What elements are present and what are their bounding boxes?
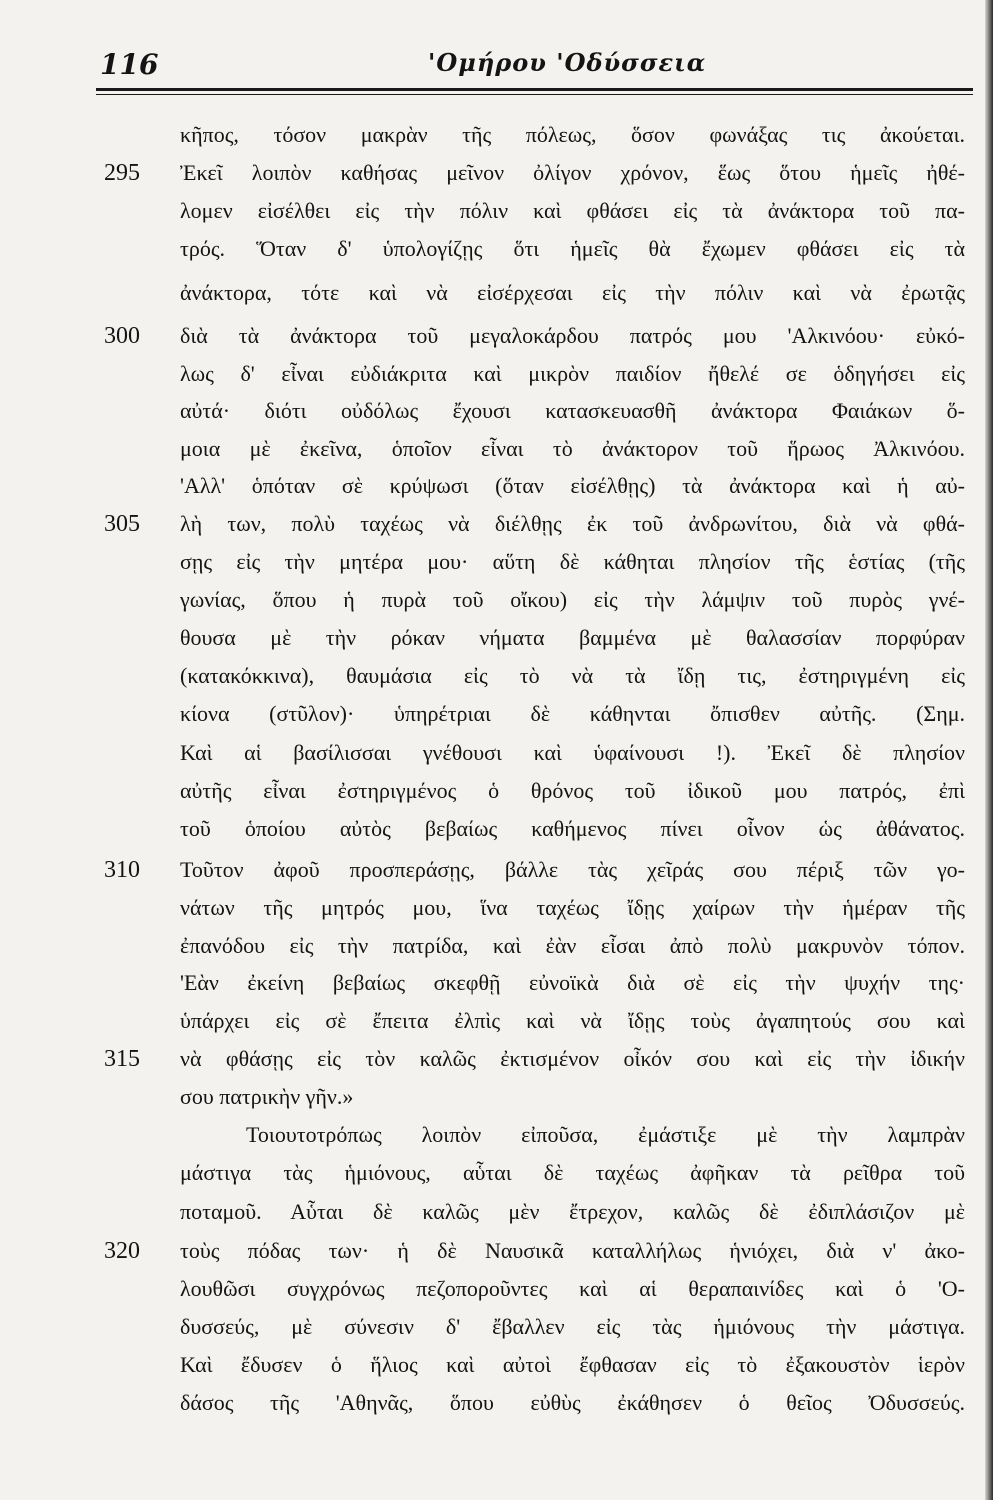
text-line: λὴ των, πολὺ ταχέως νὰ διέλθῃς ἐκ τοῦ ἀνδρωνίτου, διὰ νὰ φθά- bbox=[180, 511, 965, 536]
text-line: τρός. Ὅταν δ' ὑπολογίζῃς ὅτι ἡμεῖς θὰ ἔχωμεν φθάσει εἰς τὰ bbox=[180, 236, 965, 261]
text-line: κῆπος, τόσον μακρὰν τῆς πόλεως, ὅσον φωνάξας τις ἀκούεται. bbox=[180, 122, 965, 147]
header-rule bbox=[96, 88, 973, 91]
line-number: 295 bbox=[104, 160, 140, 186]
text-line: Καὶ ἔδυσεν ὁ ἥλιος καὶ αὐτοὶ ἔφθασαν εἰς τὸ ἐξακουστὸν ἱερὸν bbox=[180, 1352, 965, 1377]
line-number: 315 bbox=[104, 1046, 140, 1072]
line-number: 320 bbox=[104, 1238, 140, 1264]
text-line: λως δ' εἶναι εὐδιάκριτα καὶ μικρὸν παιδίον ἤθελέ σε ὁδηγήσει εἰς bbox=[180, 361, 965, 386]
text-line: λουθῶσι συγχρόνως πεζοποροῦντες καὶ αἱ θεραπαινίδες καὶ ὁ 'Ο- bbox=[180, 1276, 965, 1301]
text-line: λομεν εἰσέλθει εἰς τὴν πόλιν καὶ φθάσει εἰς τὰ ἀνάκτορα τοῦ πα- bbox=[180, 198, 965, 223]
line-number: 300 bbox=[104, 323, 140, 349]
text-line: αὐτά· διότι οὐδόλως ἔχουσι κατασκευασθῆ ἀνάκτορα Φαιάκων ὅ- bbox=[180, 398, 965, 423]
text-line: γωνίας, ὅπου ἡ πυρὰ τοῦ οἴκου) εἰς τὴν λάμψιν τοῦ πυρὸς γνέ- bbox=[180, 587, 965, 612]
text-line: Ἐκεῖ λοιπὸν καθήσας μεῖνον ὀλίγον χρόνον, ἕως ὅτου ἡμεῖς ἠθέ- bbox=[180, 160, 965, 185]
text-line: σῃς εἰς τὴν μητέρα μου· αὕτη δὲ κάθηται πλησίον τῆς ἑστίας (τῆς bbox=[180, 549, 965, 574]
text-line: 'Εὰν ἐκείνη βεβαίως σκεφθῇ εὐνοϊκὰ διὰ σὲ εἰς τὴν ψυχήν της· bbox=[180, 970, 965, 995]
text-line: τοὺς πόδας των· ἡ δὲ Ναυσικᾶ καταλλήλως ἡνιόχει, διὰ ν' ἀκο- bbox=[180, 1238, 965, 1263]
text-line: ὑπάρχει εἰς σὲ ἔπειτα ἐλπὶς καὶ νὰ ἴδῃς τοὺς ἀγαπητούς σου καὶ bbox=[180, 1008, 965, 1033]
text-line: Καὶ αἱ βασίλισσαι γνέθουσι καὶ ὑφαίνουσι !). Ἐκεῖ δὲ πλησίον bbox=[180, 740, 965, 765]
text-line: 'Αλλ' ὁπόταν σὲ κρύψωσι (ὅταν εἰσέλθῃς) τὰ ἀνάκτορα καὶ ἡ αὐ- bbox=[180, 473, 965, 498]
text-line: διὰ τὰ ἀνάκτορα τοῦ μεγαλοκάρδου πατρός μου 'Αλκινόου· εὐκό- bbox=[180, 323, 965, 348]
text-line: αὐτῆς εἶναι ἐστηριγμένος ὁ θρόνος τοῦ ἰδικοῦ μου πατρός, ἐπὶ bbox=[180, 778, 965, 803]
line-number: 305 bbox=[104, 511, 140, 537]
running-title: 'Ομήρου 'Οδύσσεια bbox=[428, 48, 707, 77]
page-header bbox=[96, 40, 973, 84]
text-line: ἐπανόδου εἰς τὴν πατρίδα, καὶ ἐὰν εἶσαι ἀπὸ πολὺ μακρυνὸν τόπον. bbox=[180, 933, 965, 958]
text-line: ποταμοῦ. Αὗται δὲ καλῶς μὲν ἔτρεχον, καλῶς δὲ ἐδιπλάσιζον μὲ bbox=[180, 1199, 965, 1224]
text-line: τοῦ ὁποίου αὐτὸς βεβαίως καθήμενος πίνει οἶνον ὡς ἀθάνατος. bbox=[180, 816, 965, 841]
text-line: δυσσεύς, μὲ σύνεσιν δ' ἔβαλλεν εἰς τὰς ἡμιόνους τὴν μάστιγα. bbox=[180, 1314, 965, 1339]
text-line: Τοῦτον ἀφοῦ προσπεράσῃς, βάλλε τὰς χεῖράς σου πέριξ τῶν γο- bbox=[180, 857, 965, 882]
paragraph-start-line: Τοιουτοτρόπως λοιπὸν εἰποῦσα, ἐμάστιξε μὲ τὴν λαμπρὰν bbox=[246, 1122, 965, 1147]
text-line: κίονα (στῦλον)· ὑπηρέτριαι δὲ κάθηνται ὄπισθεν αὐτῆς. (Σημ. bbox=[180, 701, 965, 726]
text-line: μοια μὲ ἐκεῖνα, ὁποῖον εἶναι τὸ ἀνάκτορον τοῦ ἥρωος Ἀλκινόου. bbox=[180, 436, 965, 461]
page-number: 116 bbox=[100, 48, 159, 81]
text-line: (κατακόκκινα), θαυμάσια εἰς τὸ νὰ τὰ ἴδῃ τις, ἐστηριγμένη εἰς bbox=[180, 663, 965, 688]
text-line: θουσα μὲ τὴν ρόκαν νήματα βαμμένα μὲ θαλασσίαν πορφύραν bbox=[180, 625, 965, 650]
text-line: μάστιγα τὰς ἡμιόνους, αὗται δὲ ταχέως ἀφῆκαν τὰ ρεῖθρα τοῦ bbox=[180, 1160, 965, 1185]
header-rule-thin bbox=[96, 94, 973, 95]
page-spine-shadow bbox=[985, 0, 993, 1500]
text-line: σου πατρικὴν γῆν.» bbox=[180, 1084, 354, 1109]
line-number: 310 bbox=[104, 857, 140, 883]
text-line: δάσος τῆς 'Αθηνᾶς, ὅπου εὐθὺς ἐκάθησεν ὁ θεῖος Ὀδυσσεύς. bbox=[180, 1390, 965, 1415]
text-line: νὰ φθάσῃς εἰς τὸν καλῶς ἐκτισμένον οἶκόν σου καὶ εἰς τὴν ἰδικήν bbox=[180, 1046, 965, 1071]
text-line: νάτων τῆς μητρός μου, ἵνα ταχέως ἴδῃς χαίρων τὴν ἡμέραν τῆς bbox=[180, 895, 965, 920]
text-line: ἀνάκτορα, τότε καὶ νὰ εἰσέρχεσαι εἰς τὴν πόλιν καὶ νὰ ἐρωτᾷς bbox=[180, 280, 965, 305]
